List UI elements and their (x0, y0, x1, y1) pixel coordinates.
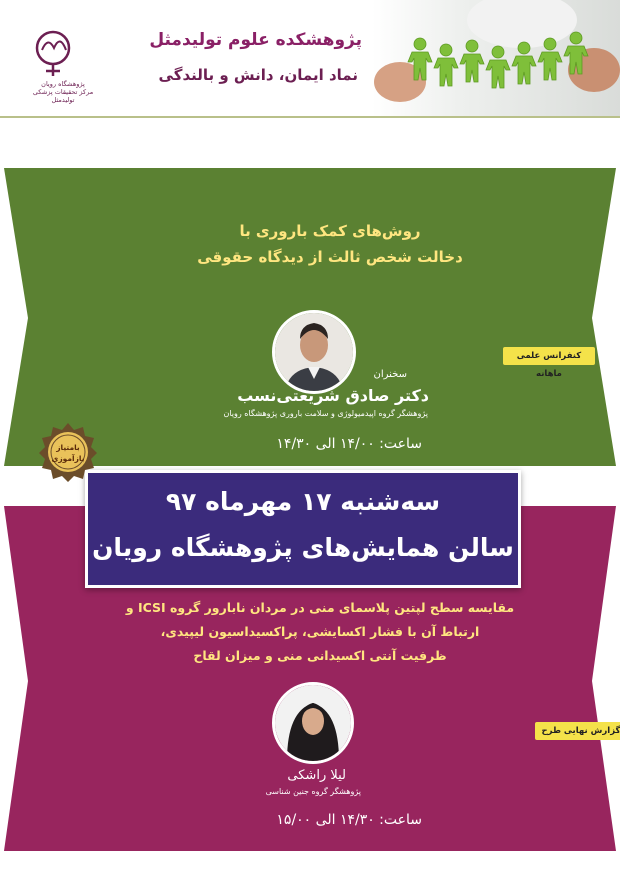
seal-line1: بامتیاز (56, 443, 80, 452)
speaker2-avatar (272, 682, 354, 764)
cme-credit-seal (38, 422, 98, 482)
paper-chain-hands-photo (372, 0, 620, 116)
event2-title (110, 596, 530, 668)
event-venue: سالن همایش‌های پژوهشگاه رویان (92, 533, 514, 562)
speaker2-name: لیلا راشکی (287, 768, 346, 783)
institute-slogan: نماد ایمان، دانش و بالندگی (158, 66, 358, 84)
speaker1-name: دکتر صادق شریعتی‌نسب (237, 386, 429, 405)
event1-title-line2: دخالت شخص ثالث از دیدگاه حقوقی (197, 248, 463, 266)
speaker1-avatar (272, 310, 356, 394)
date-venue-box (85, 470, 521, 588)
event2-time: ساعت: ۱۴/۳۰ الی ۱۵/۰۰ (276, 812, 422, 828)
speaker1-role: سخنران (373, 369, 407, 380)
event2-title-line2: ارتباط آن با فشار اکسایشی، پراکسیداسیون لیپیدی، (160, 624, 480, 639)
event1-title-line1: روش‌های کمک باروری با (239, 222, 421, 240)
logo-caption: پژوهشگاه رویان مرکز تحقیقات پزشکی تولیدمثل (32, 80, 94, 104)
green-right-edge (592, 168, 616, 466)
maroon-right-edge (592, 506, 616, 851)
green-left-edge (4, 168, 28, 466)
final-report-tag: گزارش نهایی طرح (535, 722, 620, 740)
speaker1-affiliation: پژوهشگر گروه اپیدمیولوژی و سلامت باروری پژوهشگاه رویان (223, 409, 428, 418)
seal-line2: بازآموزی (51, 454, 85, 463)
event1-time: ساعت: ۱۴/۰۰ الی ۱۴/۳۰ (276, 436, 422, 452)
header-divider (0, 116, 620, 118)
event-date: سه‌شنبه ۱۷ مهرماه ۹۷ (165, 487, 441, 516)
monthly-conference-tag: کنفرانس علمی ماهانه (503, 347, 595, 365)
institute-title: پژوهشکده علوم تولیدمثل (149, 30, 362, 50)
event2-title-line3: ظرفیت آنتی اکسیدانی منی و میزان لقاح (193, 648, 447, 663)
event1-title (120, 218, 540, 270)
event2-title-line1: مقایسه سطح لپتین پلاسمای منی در مردان نابارور گروه ICSI و (125, 600, 515, 615)
speaker2-affiliation: پژوهشگر گروه جنین شناسی (265, 787, 361, 796)
maroon-left-edge (4, 506, 28, 851)
